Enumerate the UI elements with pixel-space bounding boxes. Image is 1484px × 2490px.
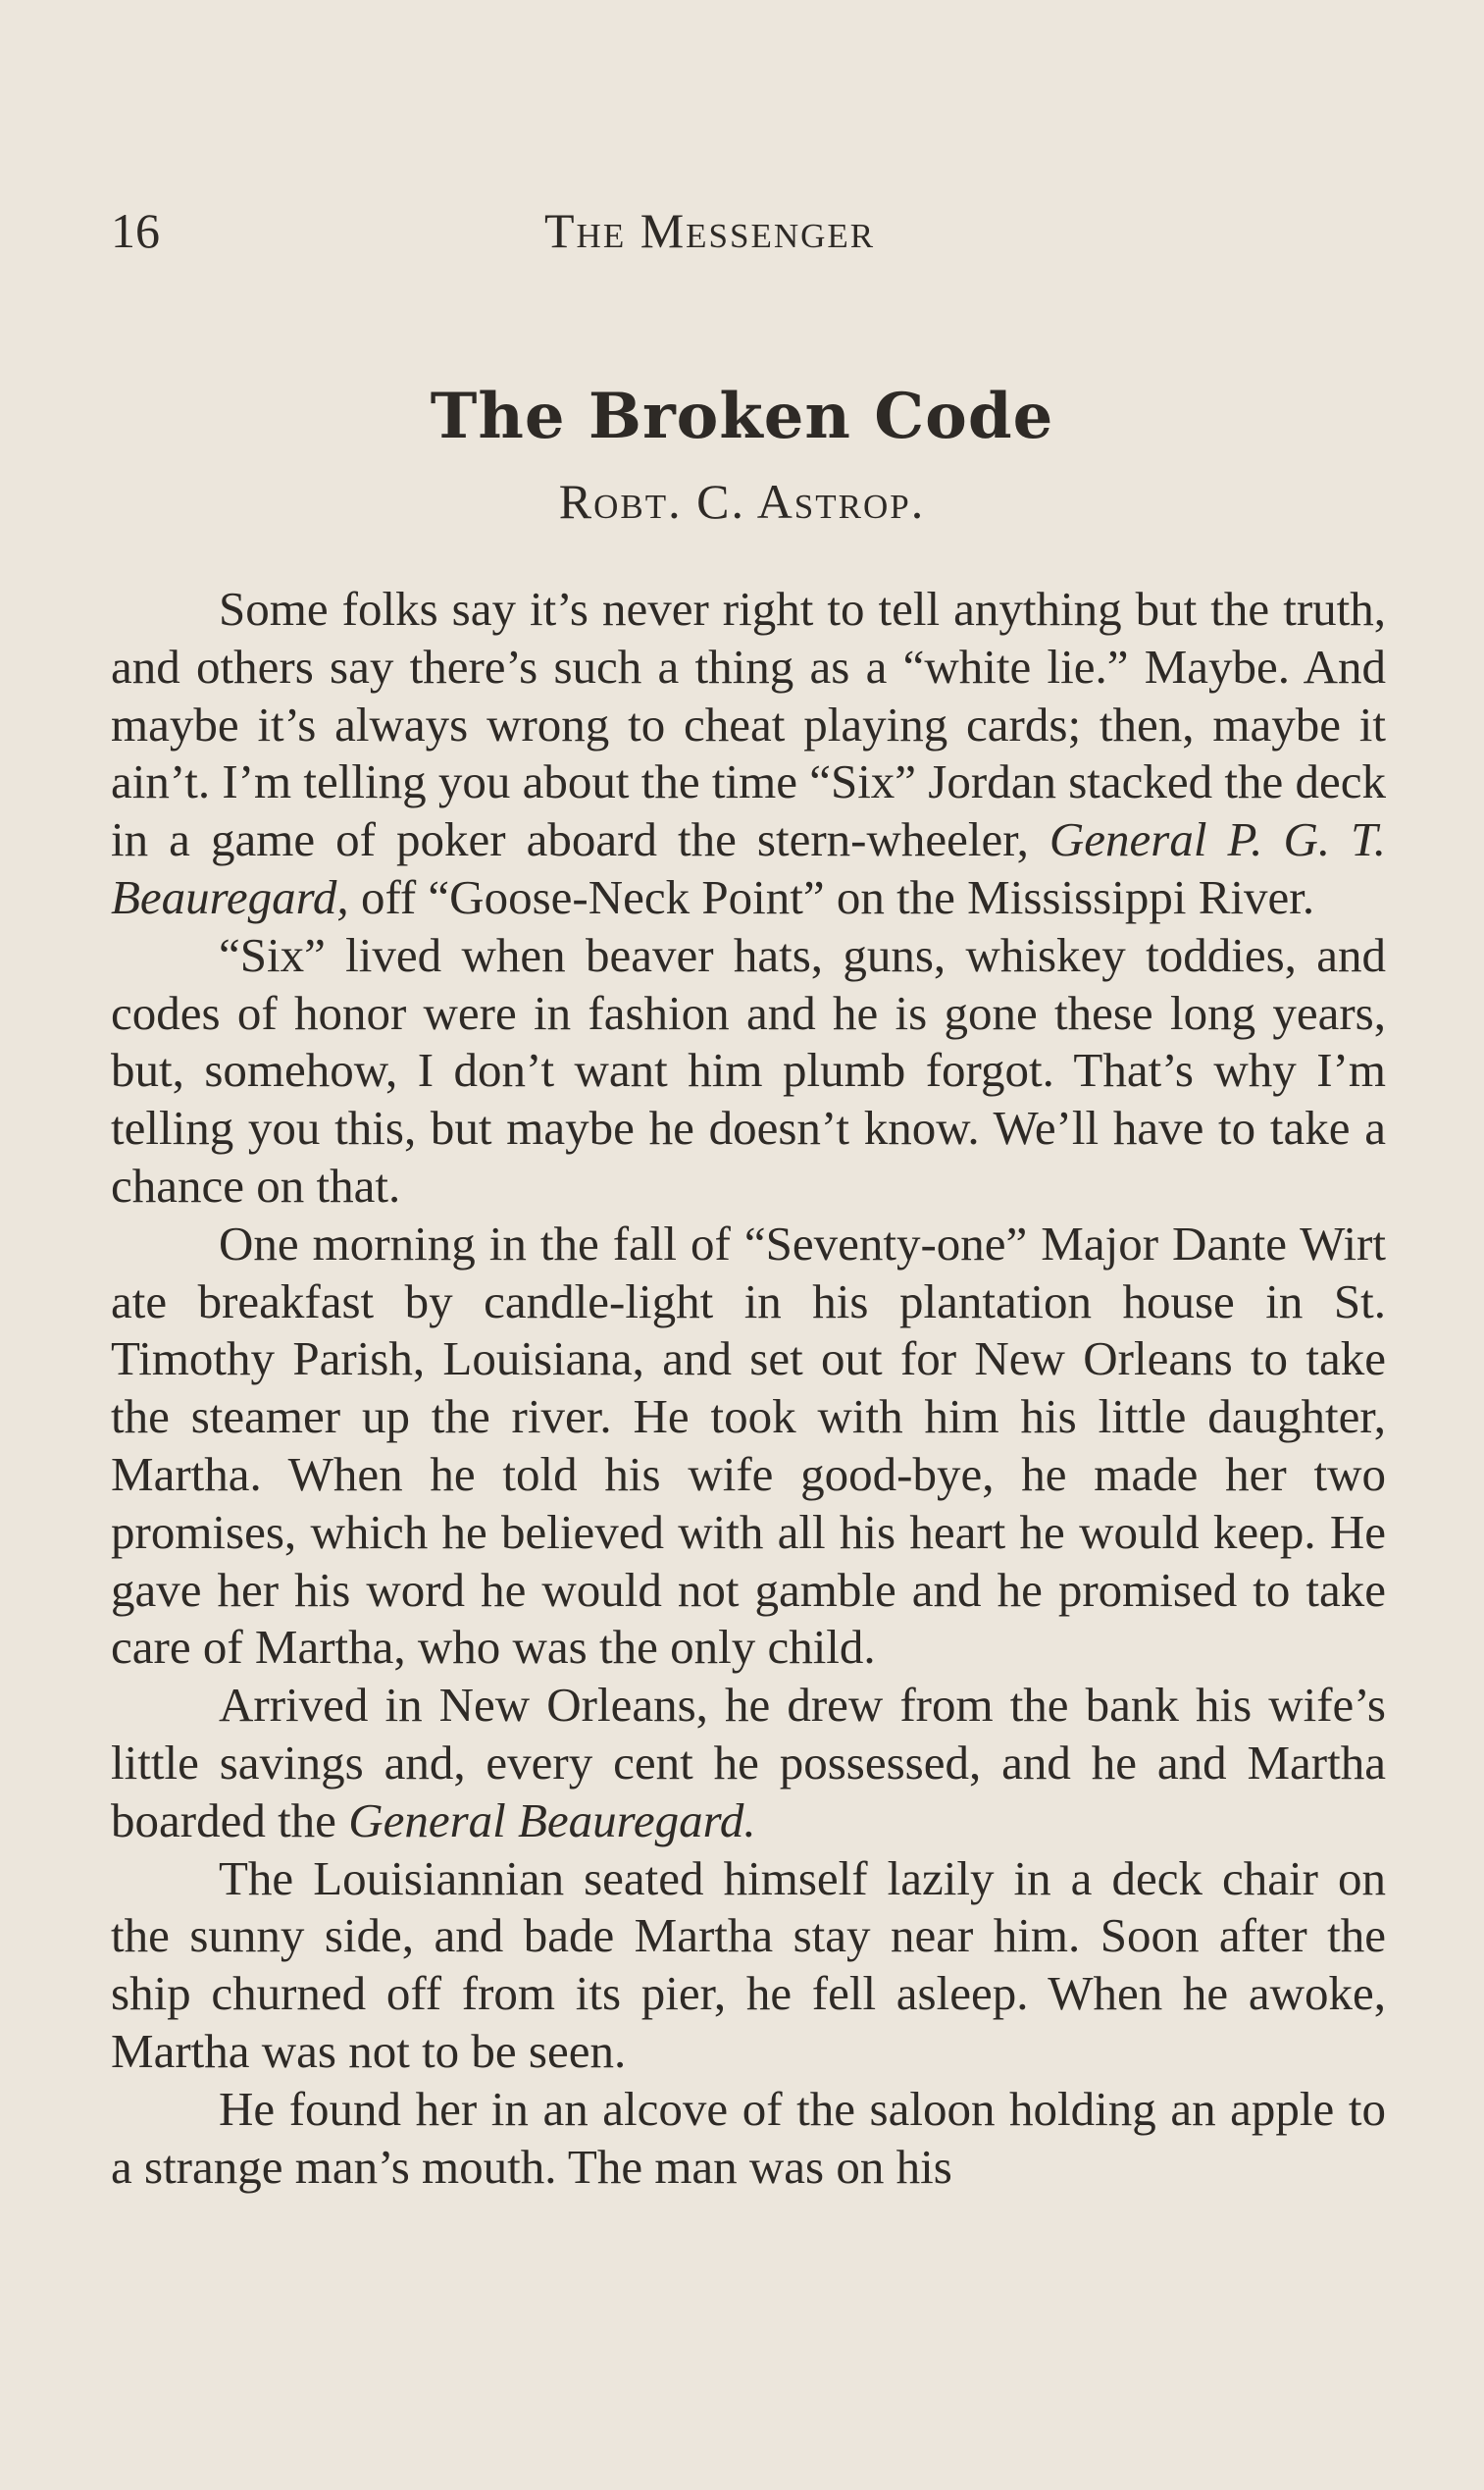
journal-title: The Messenger — [544, 203, 876, 258]
paragraph: One morning in the fall of “Seventy-one” Major Dante Wirt ate breakfast by candle-light in his plantation house in St. Timothy Parish, Louisiana, and set out for New Orleans to take the steamer up the river. He took with him his little daughter, Martha. When he told his wife good-bye, he made her two promises, which he believed with all his heart he would keep. He gave her his word he would not gamble and he promised to take care of Martha, who was the only child. — [111, 1216, 1386, 1675]
article-title: The Broken Code — [430, 380, 1054, 453]
paragraph: He found her in an alcove of the saloon holding an apple to a strange man’s mouth. The man was on his — [111, 2081, 1386, 2194]
paragraph: “Six” lived when beaver hats, guns, whiskey toddies, and codes of honor were in fashion and he is gone these long years, but, somehow, I don’t want him plumb forgot. That’s why I’m telling you this, but maybe he doesn’t know. We’ll have to take a chance on that. — [111, 927, 1386, 1213]
paragraph-text: off “Goose-Neck Point” on the Mississippi River. — [348, 869, 1315, 924]
paragraph-text: Some folks say it’s never right to tell anything but the truth, and others say there’s such a thing as a “white lie.” Maybe. And maybe it’s always wrong to cheat playing cards; then, maybe it ain’t. I’m telling you about the time “Six” Jordan stacked the deck in a game of poker aboard the stern-wheeler, — [111, 582, 1386, 867]
author-byline: Robt. C. Astrop. — [558, 474, 926, 529]
paragraph: The Louisiannian seated himself lazily in a deck chair on the sunny side, and bade Martha stay near him. Soon after the ship churned off from its pier, he fell asleep. When he awoke, Martha was not to be seen. — [111, 1850, 1386, 2078]
paragraph — [111, 1677, 1386, 1849]
paragraph-text: Arrived in New Orleans, he drew from the bank his wife’s little savings and, every cent he possessed, and he and Martha boarded the — [111, 1678, 1386, 1847]
page-number: 16 — [111, 203, 160, 258]
running-head — [111, 201, 1386, 260]
ship-name-italic: General Beauregard. — [348, 1792, 756, 1847]
paragraph — [111, 581, 1386, 927]
ship-name-italic: General P. G. T. Beauregard, — [111, 812, 1387, 924]
article-body — [111, 581, 1386, 2196]
